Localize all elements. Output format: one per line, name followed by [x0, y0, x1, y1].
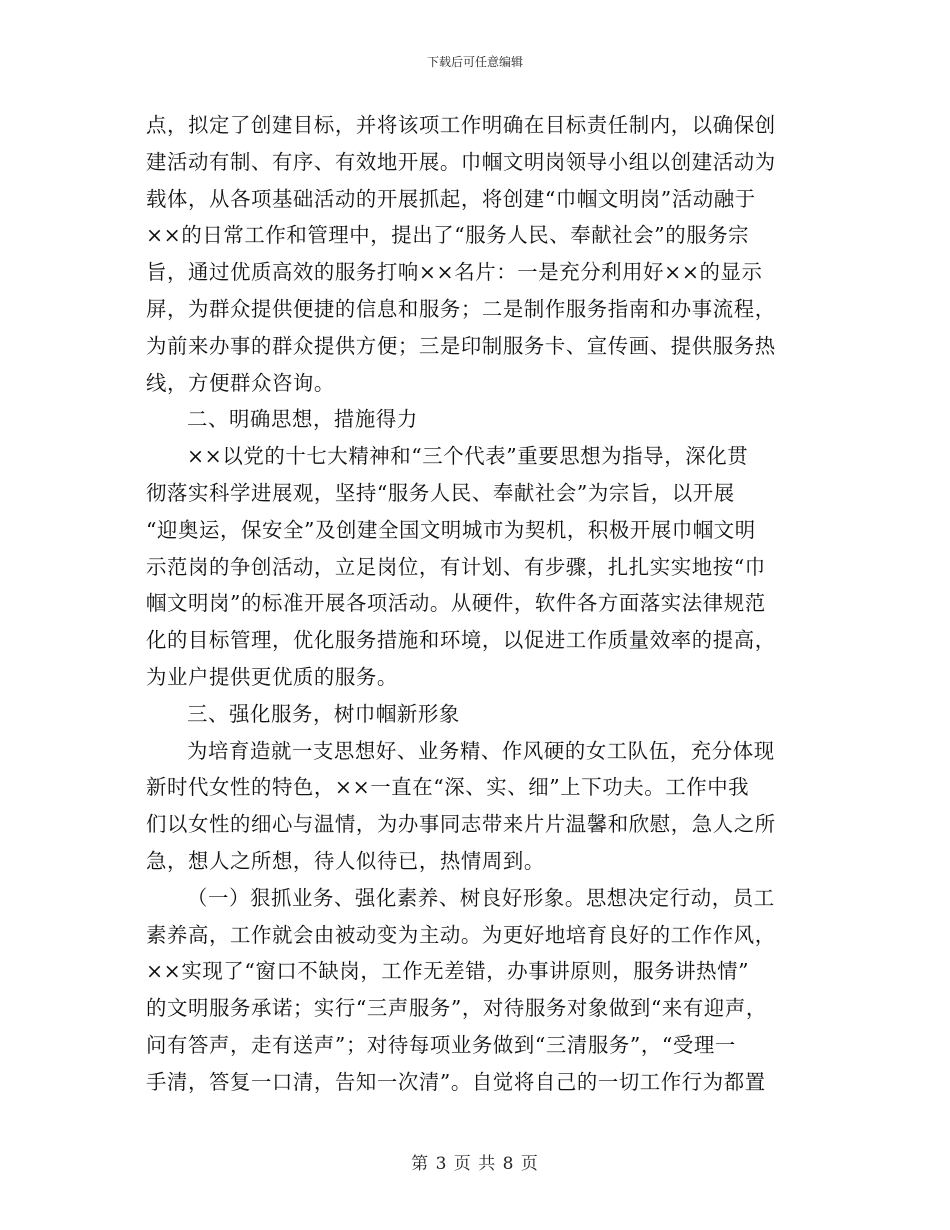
body-line: 示范岗的争创活动，立足岗位，有计划、有步骤，扎扎实实地按“巾	[146, 554, 766, 579]
body-line: 化的目标管理，优化服务措施和环境，以促进工作质量效率的提高，	[146, 628, 776, 653]
section-heading: 二、明确思想，措施得力	[187, 407, 418, 432]
page-number: 第 3 页 共 8 页	[411, 1154, 539, 1174]
body-line: 旨，通过优质高效的服务打响××名片：一是充分利用好××的显示	[146, 260, 763, 285]
body-line: 问有答声，走有送声”；对待每项业务做到“三清服务”，“受理一	[146, 1032, 736, 1057]
body-line: 新时代女性的特色，××一直在“深、实、细”上下功夫。工作中我	[146, 775, 750, 800]
body-line: ××以党的十七大精神和“三个代表”重要思想为指导，深化贯	[187, 444, 749, 469]
body-line: 建活动有制、有序、有效地开展。巾帼文明岗领导小组以创建活动为	[146, 149, 776, 174]
body-line: 们以女性的细心与温情，为办事同志带来片片温馨和欣慰，急人之所	[146, 812, 776, 837]
body-line: 素养高，工作就会由被动变为主动。为更好地培育良好的工作作风，	[146, 922, 776, 947]
body-line: 帼文明岗”的标准开展各项活动。从硬件，软件各方面落实法律规范	[146, 591, 766, 616]
body-line: 急，想人之所想，待人似待已，热情周到。	[146, 848, 545, 873]
document-body	[146, 107, 814, 1101]
body-line: 载体，从各项基础活动的开展抓起，将创建“巾帼文明岗”活动融于	[146, 186, 756, 211]
subsection-line: （一）狠抓业务、强化素养、树良好形象。思想决定行动，员工	[187, 885, 775, 910]
body-line: 的文明服务承诺；实行“三声服务”，对待服务对象做到“来有迎声，	[146, 996, 767, 1021]
body-line: 为培育造就一支思想好、业务精、作风硬的女工队伍，充分体现	[187, 738, 775, 763]
body-line: ××实现了“窗口不缺岗，工作无差错，办事讲原则，服务讲热情”	[146, 959, 750, 984]
body-line: 为前来办事的群众提供方便；三是印制服务卡、宣传画、提供服务热	[146, 333, 776, 358]
body-line: “迎奥运，保安全”及创建全国文明城市为契机，积极开展巾帼文明	[146, 517, 756, 542]
body-line: 屏，为群众提供便捷的信息和服务；二是制作服务指南和办事流程，	[146, 296, 776, 321]
body-line: 点，拟定了创建目标，并将该项工作明确在目标责任制内，以确保创	[146, 113, 776, 137]
body-line: 手清，答复一口清，告知一次清”。自觉将自己的一切工作行为都置	[146, 1069, 766, 1094]
body-line: 为业户提供更优质的服务。	[146, 664, 398, 689]
body-line: ××的日常工作和管理中，提出了“服务人民、奉献社会”的服务宗	[146, 223, 750, 248]
section-heading: 三、强化服务，树巾帼新形象	[187, 701, 460, 726]
page-header: 下载后可任意编辑	[426, 55, 523, 69]
body-line: 彻落实科学进展观，坚持“服务人民、奉献社会”为宗旨，以开展	[146, 480, 735, 505]
body-line: 线，方便群众咨询。	[146, 370, 335, 395]
